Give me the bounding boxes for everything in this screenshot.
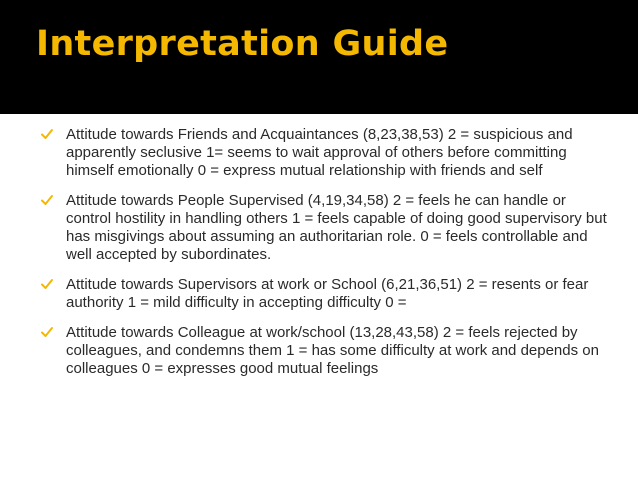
check-icon [40,325,54,339]
check-icon [40,193,54,207]
check-icon [40,277,54,291]
slide-title: Interpretation Guide [36,24,449,64]
bullet-text: Attitude towards Supervisors at work or School (6,21,36,51) 2 = resents or fear authority 1 = mild difficulty in accepting difficulty 0 = [66,276,589,311]
bullet-text: Attitude towards Friends and Acquaintances (8,23,38,53) 2 = suspicious and apparently seclusive 1= seems to wait approval of others before committing himself emotionally 0 = express mutual relationship with friends and self [66,126,573,179]
bullet-text: Attitude towards Colleague at work/school (13,28,43,58) 2 = feels rejected by colleagues, and condemns them 1 = has some difficulty at work and depends on colleagues 0 = expresses good mutual feelings [66,324,599,377]
bullet-text: Attitude towards People Supervised (4,19,34,58) 2 = feels he can handle or control hostility in handling others 1 = feels capable of doing good supervisory but has misgivings about assuming an authoritarian role. 0 = feels controllable and well accepted by subordinates. [66,192,607,263]
bullet-item [40,324,608,378]
bullet-item [40,276,608,312]
bullet-item [40,192,608,264]
title-band [0,0,638,114]
bullet-list [40,126,608,390]
bullet-item [40,126,608,180]
check-icon [40,127,54,141]
